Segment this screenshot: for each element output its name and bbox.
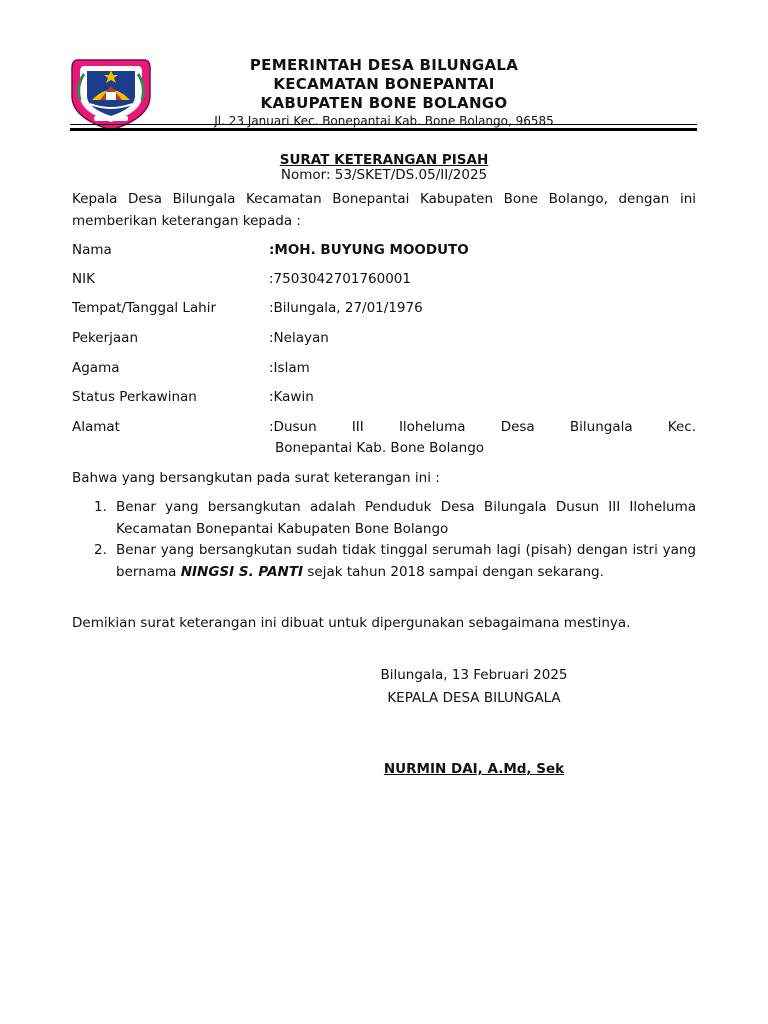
list-number: 1. [94, 499, 107, 515]
letterhead-divider-thick [70, 128, 697, 131]
field-value: :Kawin [269, 389, 314, 405]
list-item [72, 540, 696, 583]
statement-list [72, 497, 696, 583]
letterhead-line-2: KECAMATAN BONEPANTAI [273, 75, 495, 93]
letterhead-address: Jl. 23 Januari Kec. Bonepantai Kab. Bone Bolango, 96585 [214, 114, 554, 128]
signature-place-date: Bilungala, 13 Februari 2025 [380, 667, 568, 683]
field-value-line-2: Bonepantai Kab. Bone Bolango [275, 440, 485, 456]
field-value: :7503042701760001 [269, 271, 411, 287]
field-value: :Bilungala, 27/01/1976 [269, 300, 423, 316]
letter-title: SURAT KETERANGAN PISAH [279, 152, 489, 168]
letterhead [180, 56, 588, 129]
field-label: Alamat [72, 419, 120, 435]
field-label: Status Perkawinan [72, 389, 197, 405]
letterhead-divider-thin [70, 124, 697, 125]
field-label: Tempat/Tanggal Lahir [72, 300, 217, 316]
spouse-name: NINGSI S. PANTI [180, 563, 304, 580]
intro-paragraph: Kepala Desa Bilungala Kecamatan Bonepantai Kabupaten Bone Bolango, dengan ini memberikan keterangan kepada : [72, 191, 696, 229]
signature-position: KEPALA DESA BILUNGALA [387, 690, 561, 706]
field-label: Nama [72, 242, 112, 258]
statement-intro: Bahwa yang bersangkutan pada surat keterangan ini : [72, 470, 440, 486]
signature-name: NURMIN DAI, A.Md, Sek [383, 761, 565, 777]
letterhead-line-3: KABUPATEN BONE BOLANGO [260, 94, 508, 112]
field-value: :Nelayan [269, 330, 329, 346]
field-value: :MOH. BUYUNG MOODUTO [269, 242, 469, 258]
field-value-line-1: :Dusun III Iloheluma Desa Bilungala Kec. [269, 419, 696, 435]
letterhead-line-1: PEMERINTAH DESA BILUNGALA [249, 56, 519, 74]
list-text-after: sejak tahun 2018 sampai dengan sekarang. [303, 563, 604, 580]
closing-paragraph: Demikian surat keterangan ini dibuat untuk dipergunakan sebagaimana mestinya. [72, 615, 631, 631]
list-text: Benar yang bersangkutan sudah tidak tinggal serumah lagi (pisah) dengan istri yang bernama [116, 542, 696, 580]
field-label: Agama [72, 360, 120, 376]
field-label: NIK [72, 271, 95, 287]
list-text: Benar yang bersangkutan adalah Penduduk Desa Bilungala Dusun III Iloheluma Kecamatan Bonepantai Kabupaten Bone Bolango [116, 499, 696, 537]
regency-crest-icon [70, 56, 152, 132]
field-value: :Islam [269, 360, 310, 376]
letter-number: Nomor: 53/SKET/DS.05/II/2025 [280, 167, 488, 183]
list-item [72, 497, 696, 540]
list-number: 2. [94, 542, 107, 558]
field-label: Pekerjaan [72, 330, 139, 346]
